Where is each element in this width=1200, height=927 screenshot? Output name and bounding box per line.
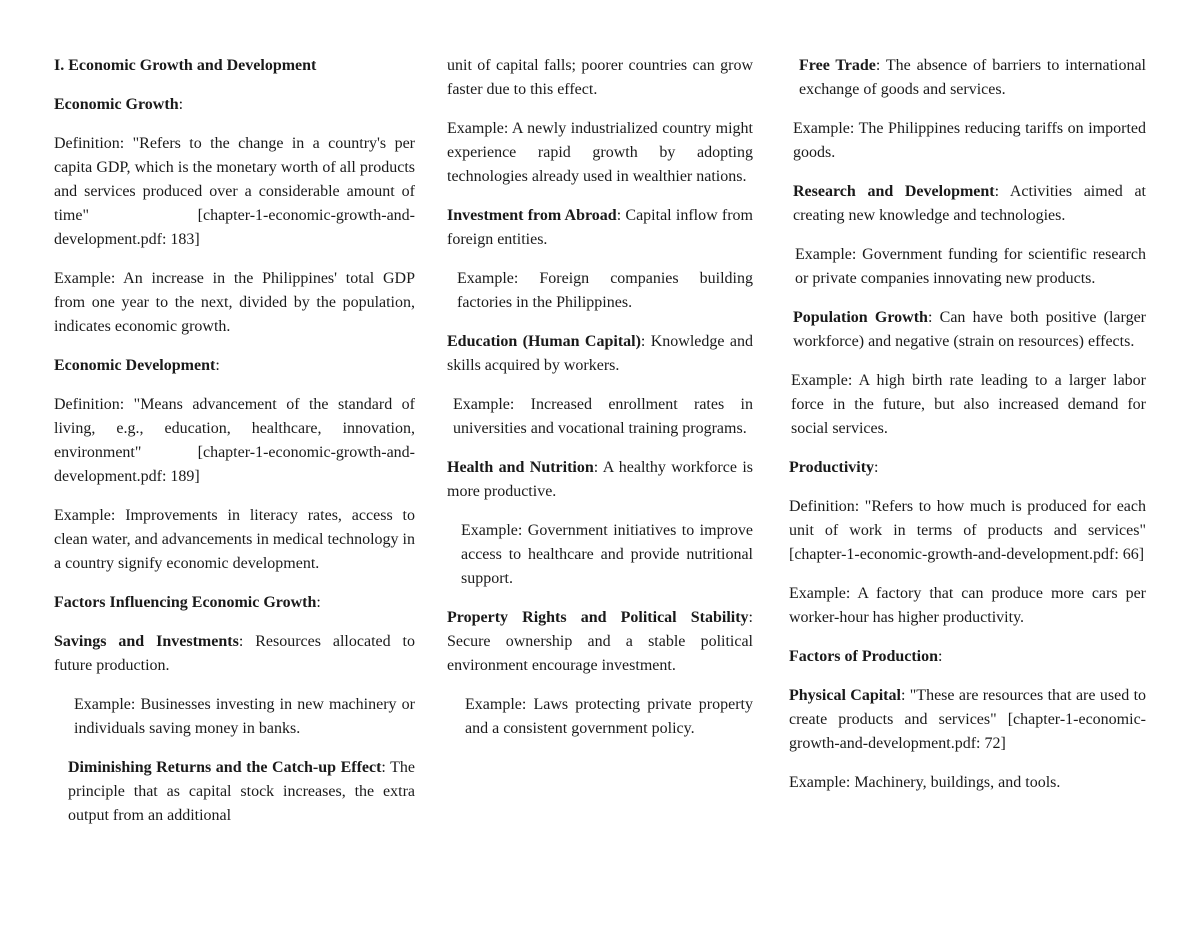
health-nutrition-entry: Health and Nutrition: A healthy workforce is more productive. (447, 459, 753, 500)
physical-capital-example: Example: Machinery, buildings, and tools. (789, 774, 1061, 791)
education-entry: Education (Human Capital): Knowledge and skills acquired by workers. (447, 333, 753, 374)
column-1 (54, 54, 415, 843)
economic-development-example: Example: Improvements in literacy rates, access to clean water, and advancements in medical technology in a country signify economic development. (54, 507, 415, 572)
property-rights-entry: Property Rights and Political Stability: Secure ownership and a stable political environment encourage investment. (447, 609, 753, 674)
productivity-definition: Definition: "Refers to how much is produced for each unit of work in terms of products and services" [chapter-1-economic-growth-and-development.pdf: 66] (789, 498, 1146, 563)
term-economic-growth: Economic Growth: (54, 96, 184, 113)
economic-development-definition: Definition: "Means advancement of the standard of living, e.g., education, healthcare, innovation, environment" [chapter-1-economic-growth-and-development.pdf: 189] (54, 396, 415, 485)
term-productivity: Productivity: (789, 459, 879, 476)
column-2 (447, 54, 753, 756)
population-growth-example: Example: A high birth rate leading to a larger labor force in the future, but also increased demand for social services. (791, 372, 1146, 437)
savings-investments-example: Example: Businesses investing in new machinery or individuals saving money in banks. (74, 696, 415, 737)
research-development-entry: Research and Development: Activities aimed at creating new knowledge and technologies. (793, 183, 1146, 224)
free-trade-example: Example: The Philippines reducing tariffs on imported goods. (793, 120, 1146, 161)
term-factors-influencing-growth: Factors Influencing Economic Growth: (54, 594, 321, 611)
term-economic-development: Economic Development: (54, 357, 220, 374)
diminishing-returns-entry: Diminishing Returns and the Catch-up Effect: The principle that as capital stock increases, the extra output from an additional (68, 759, 415, 824)
education-example: Example: Increased enrollment rates in universities and vocational training programs. (453, 396, 753, 437)
column-3 (785, 54, 1146, 810)
productivity-example: Example: A factory that can produce more cars per worker-hour has higher productivity. (789, 585, 1146, 626)
property-rights-example: Example: Laws protecting private property and a consistent government policy. (465, 696, 753, 737)
physical-capital-entry: Physical Capital: "These are resources that are used to create products and services" [chapter-1-economic-growth-and-development.pdf: 72] (789, 687, 1147, 752)
diminishing-returns-continued: unit of capital falls; poorer countries can grow faster due to this effect. (447, 57, 753, 98)
section-heading: I. Economic Growth and Development (54, 57, 317, 74)
economic-growth-definition: Definition: "Refers to the change in a country's per capita GDP, which is the monetary worth of all products and services produced over a considerable amount of time" [chapter-1-economic-growth-and-development.pdf: 183] (54, 135, 415, 248)
economic-growth-example: Example: An increase in the Philippines' total GDP from one year to the next, divided by the population, indicates economic growth. (54, 270, 415, 335)
diminishing-returns-example: Example: A newly industrialized country might experience rapid growth by adopting technologies already used in wealthier nations. (447, 120, 753, 185)
health-nutrition-example: Example: Government initiatives to improve access to healthcare and provide nutritional support. (461, 522, 753, 587)
free-trade-entry: Free Trade: The absence of barriers to international exchange of goods and services. (799, 57, 1147, 98)
savings-investments-entry: Savings and Investments: Resources allocated to future production. (54, 633, 416, 674)
population-growth-entry: Population Growth: Can have both positive (larger workforce) and negative (strain on resources) effects. (793, 309, 1147, 350)
investment-abroad-example: Example: Foreign companies building factories in the Philippines. (457, 270, 753, 311)
research-development-example: Example: Government funding for scientific research or private companies innovating new products. (795, 246, 1146, 287)
investment-abroad-entry: Investment from Abroad: Capital inflow from foreign entities. (447, 207, 754, 248)
term-factors-of-production: Factors of Production: (789, 648, 943, 665)
